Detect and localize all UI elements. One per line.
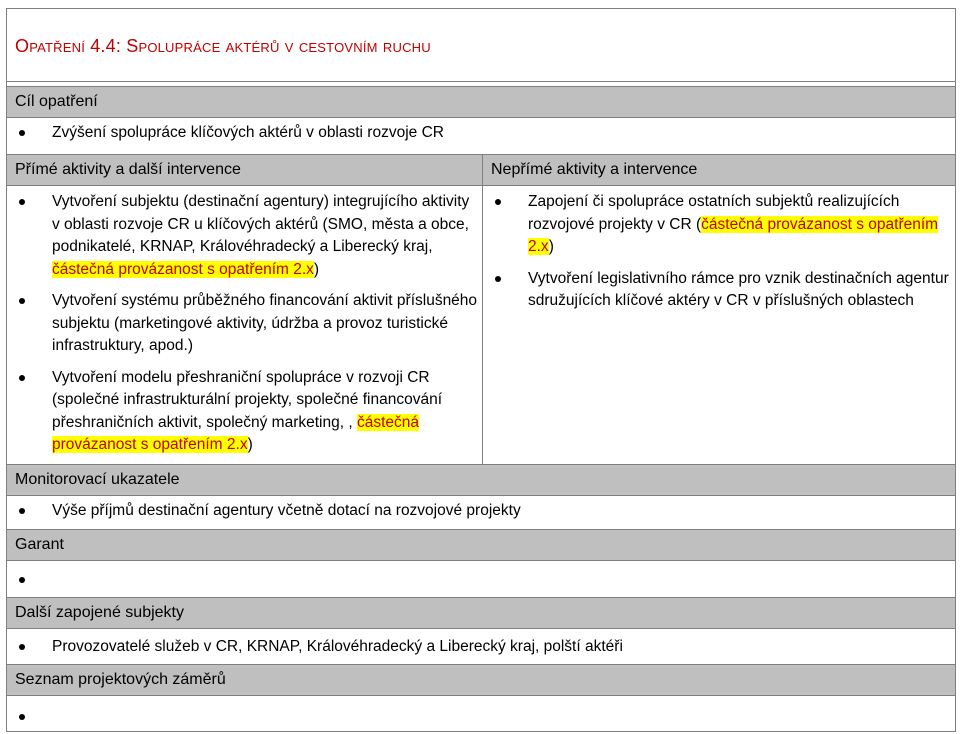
activities-header-row — [7, 154, 955, 186]
projects-item — [7, 706, 955, 728]
goal-header: Cíl opatření — [7, 86, 955, 118]
goal-cell — [7, 122, 955, 145]
direct-header: Přímé aktivity a další intervence — [15, 161, 241, 178]
indirect-item: Vytvoření legislativního rámce pro vznik destinačních agentur sdružujících klíčové aktéry v CR v příslušných oblastech — [483, 268, 955, 313]
others-item: Provozovatelé služeb v CR, KRNAP, Královéhradecký a Liberecký kraj, polští aktéři — [7, 636, 955, 659]
direct-cell — [7, 191, 481, 457]
monitoring-header: Monitorovací ukazatele — [7, 464, 955, 496]
monitoring-cell — [7, 500, 955, 523]
title-row — [7, 9, 955, 82]
direct-item: Vytvoření subjektu (destinační agentury) integrujícího aktivity v oblasti rozvoje CR u klíčových aktérů (SMO, města a obce, podnikatelé, KRNAP, Královéhradecký a Liberecký kraj, částečná provázanost s opatřením 2.x) — [7, 191, 481, 281]
guarantor-cell — [7, 569, 955, 593]
indirect-header: Nepřímé aktivity a intervence — [491, 161, 698, 178]
others-header: Další zapojené subjekty — [7, 597, 955, 629]
direct-item: Vytvoření modelu přeshraniční spolupráce v rozvoji CR (společné infrastrukturální projekty, společné financování přeshraničních aktivit, společný marketing, , částečná provázanost s opatřením 2.x) — [7, 367, 481, 457]
guarantor-item — [7, 569, 955, 591]
measure-table — [6, 8, 956, 732]
projects-header: Seznam projektových záměrů — [7, 664, 955, 696]
guarantor-header: Garant — [7, 529, 955, 561]
others-cell — [7, 636, 955, 659]
indirect-cell — [483, 191, 955, 313]
indirect-item: Zapojení či spolupráce ostatních subjektů realizujících rozvojové projekty v CR (částečná provázanost s opatřením 2.x) — [483, 191, 955, 259]
monitoring-item: Výše příjmů destinační agentury včetně dotací na rozvojové projekty — [7, 500, 955, 523]
page-title: Opatření 4.4: Spolupráce aktérů v cestovním ruchu — [15, 36, 431, 56]
projects-cell — [7, 706, 955, 728]
direct-item: Vytvoření systému průběžného financování aktivit příslušného subjektu (marketingové aktivity, údržba a provoz turistické infrastruktury, apod.) — [7, 290, 481, 358]
goal-item: Zvýšení spolupráce klíčových aktérů v oblasti rozvoje CR — [7, 122, 955, 145]
